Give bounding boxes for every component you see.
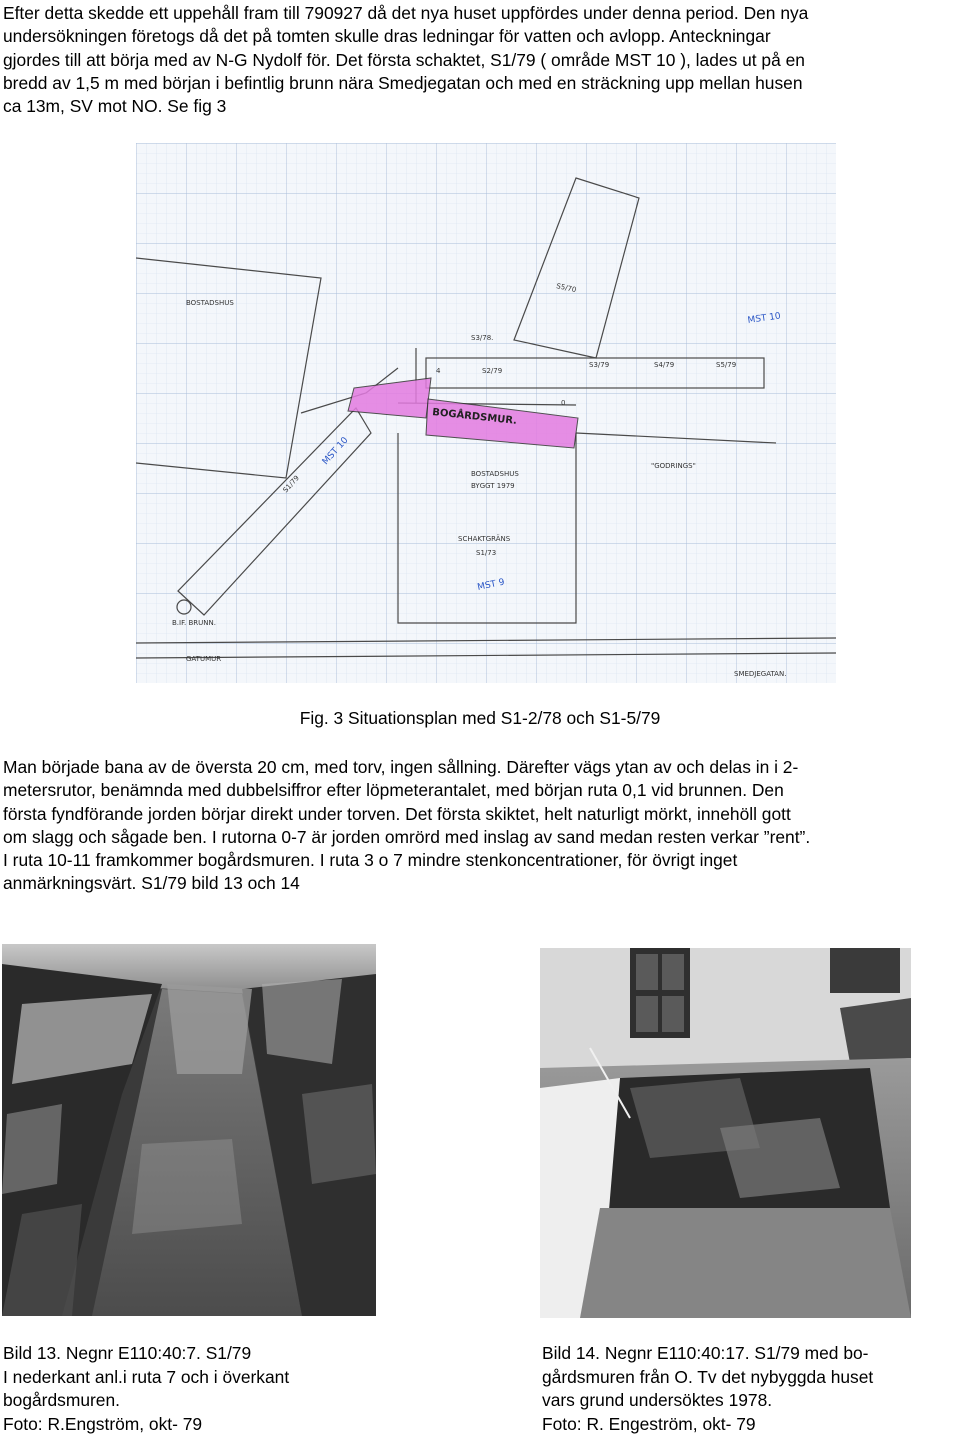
label-num4: 4: [436, 367, 441, 375]
caption-line: Bild 14. Negnr E110:40:17. S1/79 med bo-: [542, 1343, 869, 1363]
body-line: om slagg och sågade ben. I rutorna 0-7 är jorden omrörd med inslag av sand medan resten verkar ”rent”.: [3, 826, 811, 847]
photo-bild-13: [2, 944, 376, 1316]
body-line: I ruta 10-11 framkommer bogårdsmuren. I ruta 3 o 7 mindre stenkoncentrationer, för övrigt inget: [3, 850, 738, 871]
label-gatumur: GATUMUR: [186, 655, 222, 663]
label-bostadshus-left: BOSTADSHUS: [186, 299, 234, 307]
caption-line: Bild 13. Negnr E110:40:7. S1/79: [3, 1343, 252, 1363]
caption-line: bogårdsmuren.: [3, 1390, 120, 1411]
caption-line: vars grund undersöktes 1978.: [542, 1390, 773, 1411]
site-plan-figure: [136, 143, 836, 683]
photo-13-caption: [3, 1342, 363, 1436]
intro-line: ca 13m, SV mot NO. Se fig 3: [3, 96, 227, 117]
photo-bild-14: [540, 948, 911, 1318]
label-bostadshus-center: BOSTADSHUS: [471, 470, 519, 478]
label-s5-79: S5/79: [716, 361, 737, 369]
caption-line: I nederkant anl.i ruta 7 och i överkant: [3, 1366, 290, 1387]
intro-line: gjordes till att börja med av N-G Nydolf för. Det första schaktet, S1/79 ( område MST 10 ), lades ut på en: [3, 49, 805, 70]
label-mst10-left: MST 10: [320, 435, 351, 468]
window-right: [830, 948, 900, 993]
label-s3-79: S3/79: [589, 361, 610, 369]
label-s1-79: S1/79: [281, 473, 301, 495]
photo-14-caption: [542, 1342, 960, 1436]
label-bygget: BYGGT 1979: [471, 482, 515, 490]
intro-line: bredd av 1,5 m med början i befintlig brunn nära Smedjegatan och med en sträckning upp mellan husen: [3, 72, 803, 93]
label-schaktgrans: SCHAKTGRÄNS: [458, 535, 511, 543]
body-line: första fyndförande jorden börjar direkt under torven. Det första skiktet, helt naturligt mörkt, innehöll gott: [3, 803, 791, 824]
label-bef-brunn: B.IF. BRUNN.: [172, 619, 216, 627]
body-line: metersrutor, benämnda med dubbelsiffror efter löpmeterantalet, med början ruta 0,1 vid brunnen. Den: [3, 780, 784, 801]
label-godrings: "GODRINGS": [651, 462, 696, 470]
body-line: anmärkningsvärt. S1/79 bild 13 och 14: [3, 873, 300, 894]
label-bogardsmur: BOGÅRDSMUR.: [431, 407, 518, 427]
caption-line: gårdsmuren från O. Tv det nybyggda huset: [542, 1366, 874, 1387]
label-s4-79: S4/79: [654, 361, 675, 369]
label-num0: 0: [561, 399, 566, 407]
label-s3-78: S3/78.: [471, 334, 494, 342]
label-mst10-top: MST 10: [747, 311, 782, 326]
body-line: Man började bana av de översta 20 cm, med torv, ingen sållning. Därefter vägs ytan av och delas in i 2-: [3, 757, 799, 777]
intro-paragraph: [3, 2, 958, 118]
label-mst9: MST 9: [476, 577, 506, 593]
intro-line: undersökningen företogs då det på tomten skulle dras ledningar för vatten och avlopp. Anteckningar: [3, 26, 771, 47]
intro-line: Efter detta skedde ett uppehåll fram till 790927 då det nya huset uppfördes under denna period. Den nya: [3, 3, 809, 23]
label-smedjegatan: SMEDJEGATAN.: [734, 670, 787, 678]
label-s1-73: S1/73: [476, 549, 497, 557]
figure-caption: Fig. 3 Situationsplan med S1-2/78 och S1-5/79: [299, 708, 661, 728]
label-s5-70: S5/70: [555, 282, 577, 295]
caption-line: Foto: R.Engström, okt- 79: [3, 1413, 203, 1434]
body-paragraph: [3, 756, 958, 896]
caption-line: Foto: R. Engeström, okt- 79: [542, 1413, 756, 1434]
label-s2-79: S2/79: [482, 367, 503, 375]
